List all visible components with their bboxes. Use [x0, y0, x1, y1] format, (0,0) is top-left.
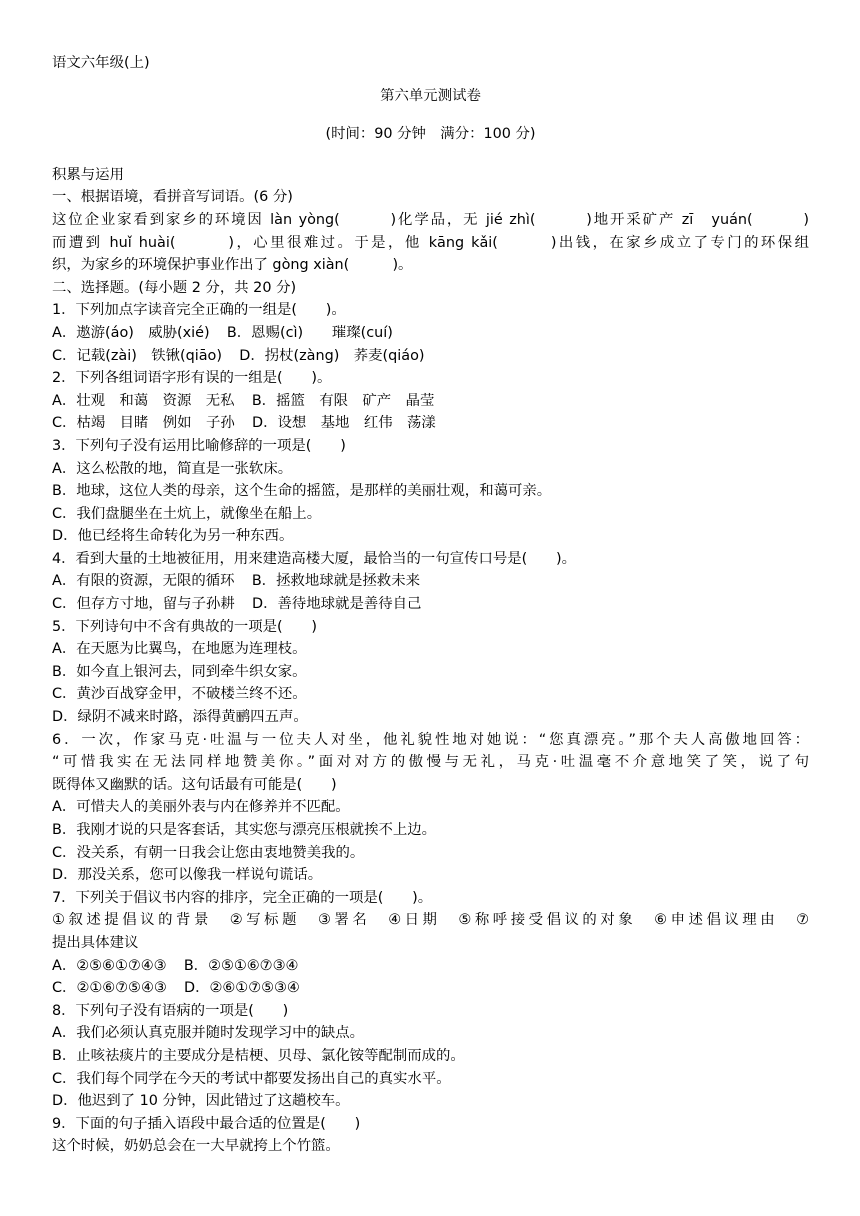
question-2-stem: 2．下列各组词语字形有误的一组是( )。: [52, 370, 332, 387]
option-a: A．遨游(áo) 威胁(xié): [52, 324, 210, 341]
question-7-options-row2: [52, 977, 809, 1000]
question-5-option-d: D．绿阴不减来时路，添得黄鹂四五声。: [52, 709, 308, 726]
option-d: D．设想 基地 红伟 荡漾: [252, 415, 436, 432]
option-d: D．拐杖(zàng) 荞麦(qiáo): [239, 347, 425, 364]
question-3-option-d: D．他已经将生命转化为另一种东西。: [52, 528, 294, 545]
part1-line-1: 这位企业家看到家乡的环境因 làn yòng( )化学品，无 jié zhì( )地开采矿产 zī yuán( ): [52, 211, 809, 228]
option-b: B．拯救地球就是拯救未来: [251, 573, 420, 590]
question-6-stem-line-3: 既得体又幽默的话。这句话最有可能是( ): [52, 776, 337, 793]
option-c: C．但存方寸地，留与子孙耕: [52, 596, 235, 613]
question-8-option-c: C．我们每个同学在今天的考试中都要发扬出自己的真实水平。: [52, 1070, 451, 1087]
question-4-options-row1: [52, 570, 809, 593]
question-7-options-row1: [52, 955, 809, 978]
question-6-option-a: A．可惜夫人的美丽外表与内在修养并不匹配。: [52, 799, 350, 816]
option-d: D．善待地球就是善待自己: [252, 596, 422, 613]
question-7-items-line-2: 提出具体建议: [52, 934, 139, 951]
page-title: 第六单元测试卷: [380, 87, 481, 104]
part2-heading: 二、选择题。(每小题 2 分，共 20 分): [52, 279, 297, 296]
option-b: B．②⑤①⑥⑦③④: [183, 957, 299, 974]
option-b: B．恩赐(cì) 璀璨(cuí): [226, 324, 393, 341]
exam-page: [52, 52, 809, 1158]
question-8-stem: 8．下列句子没有语病的一项是( ): [52, 1002, 289, 1019]
part1-line-2: 而遭到 huǐ huài( )，心里很难过。于是，他 kāng kǎi( )出钱，在家乡成立了专门的环保组: [52, 234, 809, 251]
question-9-stem: 9．下面的句子插入语段中最合适的位置是( ): [52, 1115, 361, 1132]
question-1-stem: 1．下列加点字读音完全正确的一组是( )。: [52, 302, 346, 319]
section-heading: 积累与运用: [52, 166, 124, 183]
option-a: A．壮观 和蔼 资源 无私: [52, 392, 235, 409]
option-c: C．记载(zài) 铁锹(qiāo): [52, 347, 222, 364]
question-1-options-row2: [52, 345, 809, 368]
option-d: D．②⑥①⑦⑤③④: [184, 980, 300, 997]
option-c: C．枯竭 目睹 例如 子孙: [52, 415, 235, 432]
question-2-options-row2: [52, 412, 809, 435]
question-1-options-row1: [52, 322, 809, 345]
question-7-stem: 7．下列关于倡议书内容的排序，完全正确的一项是( )。: [52, 889, 433, 906]
question-3-stem: 3．下列句子没有运用比喻修辞的一项是( ): [52, 437, 346, 454]
question-3-option-c: C．我们盘腿坐在土炕上，就像坐在船上。: [52, 505, 322, 522]
option-b: B．摇篮 有限 矿产 晶莹: [251, 392, 435, 409]
question-3-option-b: B．地球，这位人类的母亲，这个生命的摇篮，是那样的美丽壮观，和蔼可亲。: [52, 483, 552, 500]
time-info: (时间：90 分钟 满分：100 分): [325, 126, 536, 143]
question-5-option-a: A．在天愿为比翼鸟，在地愿为连理枝。: [52, 641, 307, 658]
question-5-option-c: C．黄沙百战穿金甲，不破楼兰终不还。: [52, 686, 307, 703]
question-4-options-row2: [52, 593, 809, 616]
question-6-option-b: B．我刚才说的只是客套话，其实您与漂亮压根就挨不上边。: [52, 822, 437, 838]
question-8-option-a: A．我们必须认真克服并随时发现学习中的缺点。: [52, 1025, 365, 1042]
question-3-option-a: A．这么松散的地，简直是一张软床。: [52, 460, 293, 477]
question-4-stem: 4．看到大量的土地被征用，用来建造高楼大厦，最恰当的一句宣传口号是( )。: [52, 550, 577, 567]
question-2-options-row1: [52, 390, 809, 413]
question-6-option-c: C．没关系，有朝一日我会让您由衷地赞美我的。: [52, 844, 365, 861]
question-6-option-d: D．那没关系，您可以像我一样说句谎话。: [52, 867, 323, 884]
header-grade: 语文六年级(上): [52, 55, 150, 71]
part1-line-3: 织，为家乡的环境保护事业作出了 gòng xiàn( )。: [52, 257, 413, 274]
question-6-stem-line-1: 6．一次，作家马克·吐温与一位夫人对坐，他礼貌性地对她说：“您真漂亮。”那个夫人高傲地回答：: [52, 731, 809, 748]
option-a: A．有限的资源，无限的循环: [52, 573, 235, 590]
question-5-stem: 5．下列诗句中不含有典故的一项是( ): [52, 618, 318, 635]
option-a: A．②⑤⑥①⑦④③: [52, 957, 167, 974]
question-6-stem-line-2: “可惜我实在无法同样地赞美你。”面对对方的傲慢与无礼，马克·吐温毫不介意地笑了笑，说了句: [52, 754, 809, 771]
question-8-option-b: B．止咳祛痰片的主要成分是桔梗、贝母、氯化铵等配制而成的。: [52, 1047, 465, 1064]
question-8-option-d: D．他迟到了 10 分钟，因此错过了这趟校车。: [52, 1093, 350, 1110]
question-5-option-b: B．如今直上银河去，同到牵牛织女家。: [52, 663, 307, 680]
question-9-sentence: 这个时候，奶奶总会在一大早就挎上个竹篮。: [52, 1138, 340, 1155]
part1-heading: 一、根据语境，看拼音写词语。(6 分): [52, 189, 293, 206]
question-7-items-line-1: ①叙述提倡议的背景 ②写标题 ③署名 ④日期 ⑤称呼接受倡议的对象 ⑥申述倡议理由 ⑦: [52, 912, 809, 929]
option-c: C．②①⑥⑦⑤④③: [52, 980, 167, 997]
